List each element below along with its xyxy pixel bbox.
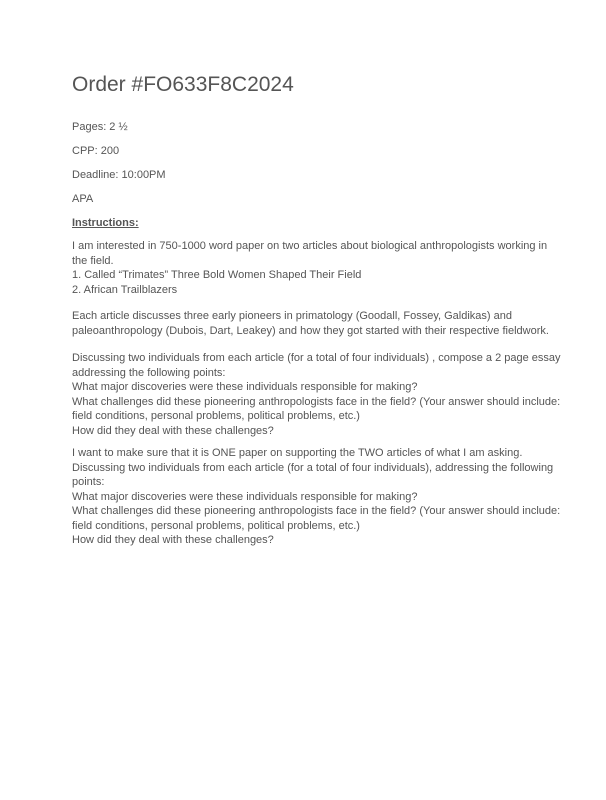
paragraph-line: What challenges did these pioneering anthropologists face in the field? (Your answer should include: xyxy=(72,505,561,517)
paragraph-line: What challenges did these pioneering anthropologists face in the field? (Your answer should include: xyxy=(72,395,561,408)
order-title: Order #FO633F8C2024 xyxy=(72,73,294,96)
paragraph-line: 1. Called “Trimates” Three Bold Women Shaped Their Field xyxy=(72,269,362,281)
instructions-paragraph-2 xyxy=(72,309,549,338)
paragraph-line: How did they deal with these challenges? xyxy=(72,534,274,546)
paragraph-line: points: xyxy=(72,476,105,488)
instructions-paragraph-4 xyxy=(72,446,561,548)
citation-style-field: APA xyxy=(72,193,94,205)
paragraph-line: the field. xyxy=(72,254,114,267)
paragraph-line: field conditions, personal problems, political problems, etc.) xyxy=(72,410,360,422)
paragraph-line: Discussing two individuals from each article (for a total of four individuals), addressing the following xyxy=(72,461,554,474)
paragraph-line: addressing the following points: xyxy=(72,366,226,379)
paragraph-line: Each article discusses three early pioneers in primatology (Goodall, Fossey, Galdikas) and xyxy=(72,310,512,322)
pages-field: Pages: 2 ½ xyxy=(72,121,128,133)
deadline-field: Deadline: 10:00PM xyxy=(72,169,166,181)
paragraph-line: Discussing two individuals from each article (for a total of four individuals) , compose a 2 page essay xyxy=(72,352,561,364)
instructions-heading: Instructions: xyxy=(72,217,139,229)
instructions-paragraph-1 xyxy=(72,239,548,297)
paragraph-line: I want to make sure that it is ONE paper on supporting the TWO articles of what I am asking. xyxy=(72,447,523,459)
paragraph-line: paleoanthropology (Dubois, Dart, Leakey) and how they got started with their respective fieldwork. xyxy=(72,324,549,337)
paragraph-line: I am interested in 750-1000 word paper on two articles about biological anthropologists working in xyxy=(72,240,548,252)
paragraph-line: How did they deal with these challenges? xyxy=(72,424,274,437)
paragraph-line: What major discoveries were these individuals responsible for making? xyxy=(72,490,418,503)
paragraph-line: 2. African Trailblazers xyxy=(72,283,178,296)
cpp-field: CPP: 200 xyxy=(72,145,120,157)
paragraph-line: What major discoveries were these individuals responsible for making? xyxy=(72,381,418,393)
paragraph-line: field conditions, personal problems, political problems, etc.) xyxy=(72,519,360,532)
instructions-paragraph-3 xyxy=(72,351,561,438)
